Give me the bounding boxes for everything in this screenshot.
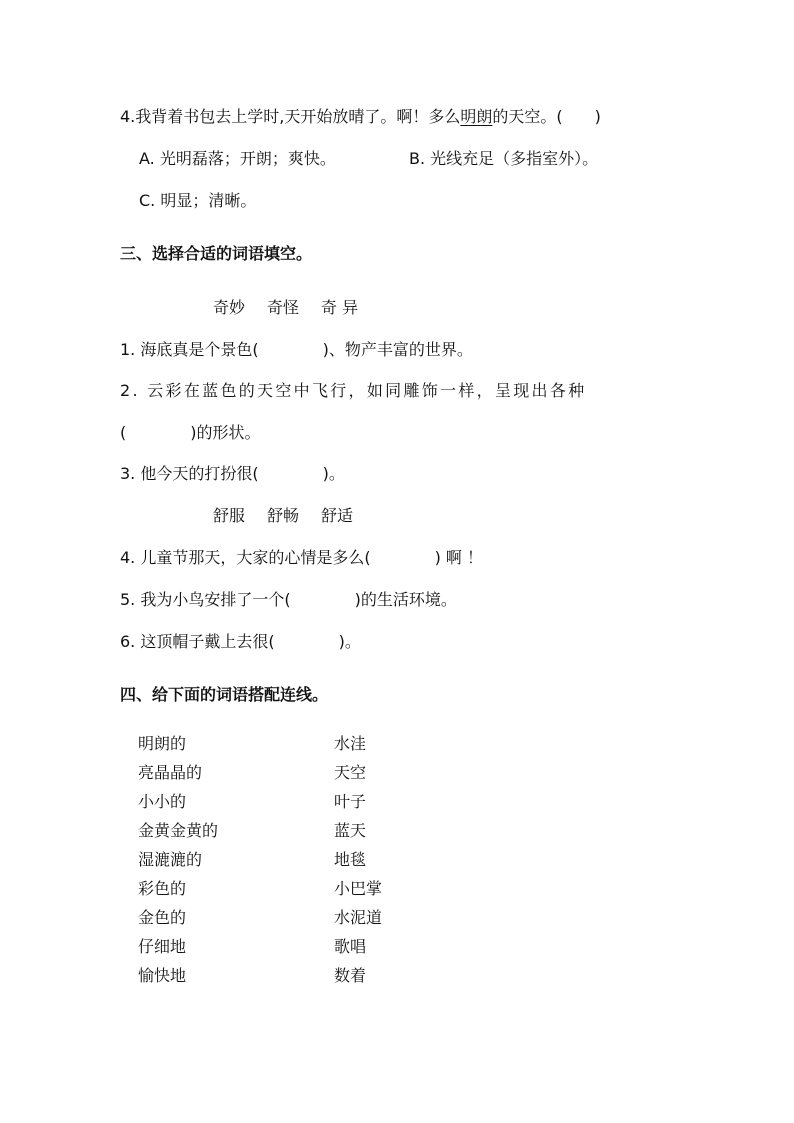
question-4-prefix: 4.我背着书包去上学时,天开始放晴了。啊！多么 bbox=[120, 107, 461, 126]
question-4-underlined-word: 明朗 bbox=[460, 107, 493, 126]
fill-item-2: 2. 云彩在蓝色的天空中飞行，如同雕饰一样，呈现出各种 bbox=[120, 381, 587, 400]
match-left-word: 仔细地 bbox=[138, 937, 187, 956]
match-left-word: 金色的 bbox=[138, 908, 187, 927]
word-bank-2-word: 舒畅 bbox=[267, 506, 300, 525]
match-left-word: 金黄金黄的 bbox=[138, 821, 219, 840]
match-right-word: 地毯 bbox=[334, 850, 367, 869]
word-bank-2 bbox=[213, 505, 375, 527]
section-4-heading: 四、给下面的词语搭配连线。 bbox=[120, 685, 329, 704]
word-bank-1-word: 奇 异 bbox=[321, 298, 359, 317]
match-left-word: 湿漉漉的 bbox=[138, 850, 203, 869]
fill-item-5: 5. 我为小鸟安排了一个( )的生活环境。 bbox=[120, 590, 457, 609]
word-bank-1 bbox=[213, 297, 380, 319]
match-left-word: 小小的 bbox=[138, 792, 187, 811]
match-right-word: 叶子 bbox=[334, 792, 367, 811]
option-b: B. 光线充足（多指室外）。 bbox=[409, 149, 599, 168]
question-4 bbox=[120, 106, 601, 128]
match-left-word: 明朗的 bbox=[138, 734, 187, 753]
match-right-word: 天空 bbox=[334, 763, 367, 782]
match-right-word: 数着 bbox=[334, 966, 367, 985]
fill-item-1: 1. 海底真是个景色( )、物产丰富的世界。 bbox=[120, 340, 473, 359]
word-bank-2-word: 舒适 bbox=[321, 506, 354, 525]
match-right-word: 小巴掌 bbox=[334, 879, 383, 898]
word-bank-1-word: 奇妙 bbox=[213, 298, 246, 317]
match-right-word: 水泥道 bbox=[334, 908, 383, 927]
option-c: C. 明显；清晰。 bbox=[139, 191, 257, 210]
word-bank-1-word: 奇怪 bbox=[267, 298, 300, 317]
fill-item-3: 3. 他今天的打扮很( )。 bbox=[120, 464, 345, 483]
section-3-heading: 三、选择合适的词语填空。 bbox=[120, 244, 313, 263]
word-bank-2-word: 舒服 bbox=[213, 506, 246, 525]
match-right-word: 歌唱 bbox=[334, 937, 367, 956]
question-4-suffix: 的天空。( ) bbox=[492, 107, 601, 126]
fill-item-4: 4. 儿童节那天，大家的心情是多么( ) 啊 ！ bbox=[120, 548, 484, 567]
match-left-word: 愉快地 bbox=[138, 966, 187, 985]
match-left-word: 亮晶晶的 bbox=[138, 763, 203, 782]
option-a: A. 光明磊落；开朗；爽快。 bbox=[139, 149, 336, 168]
match-left-word: 彩色的 bbox=[138, 879, 187, 898]
fill-item-6: 6. 这顶帽子戴上去很( )。 bbox=[120, 632, 361, 651]
match-right-word: 蓝天 bbox=[334, 821, 367, 840]
fill-item-2-continued: ( )的形状。 bbox=[120, 423, 261, 442]
match-right-word: 水洼 bbox=[334, 734, 367, 753]
